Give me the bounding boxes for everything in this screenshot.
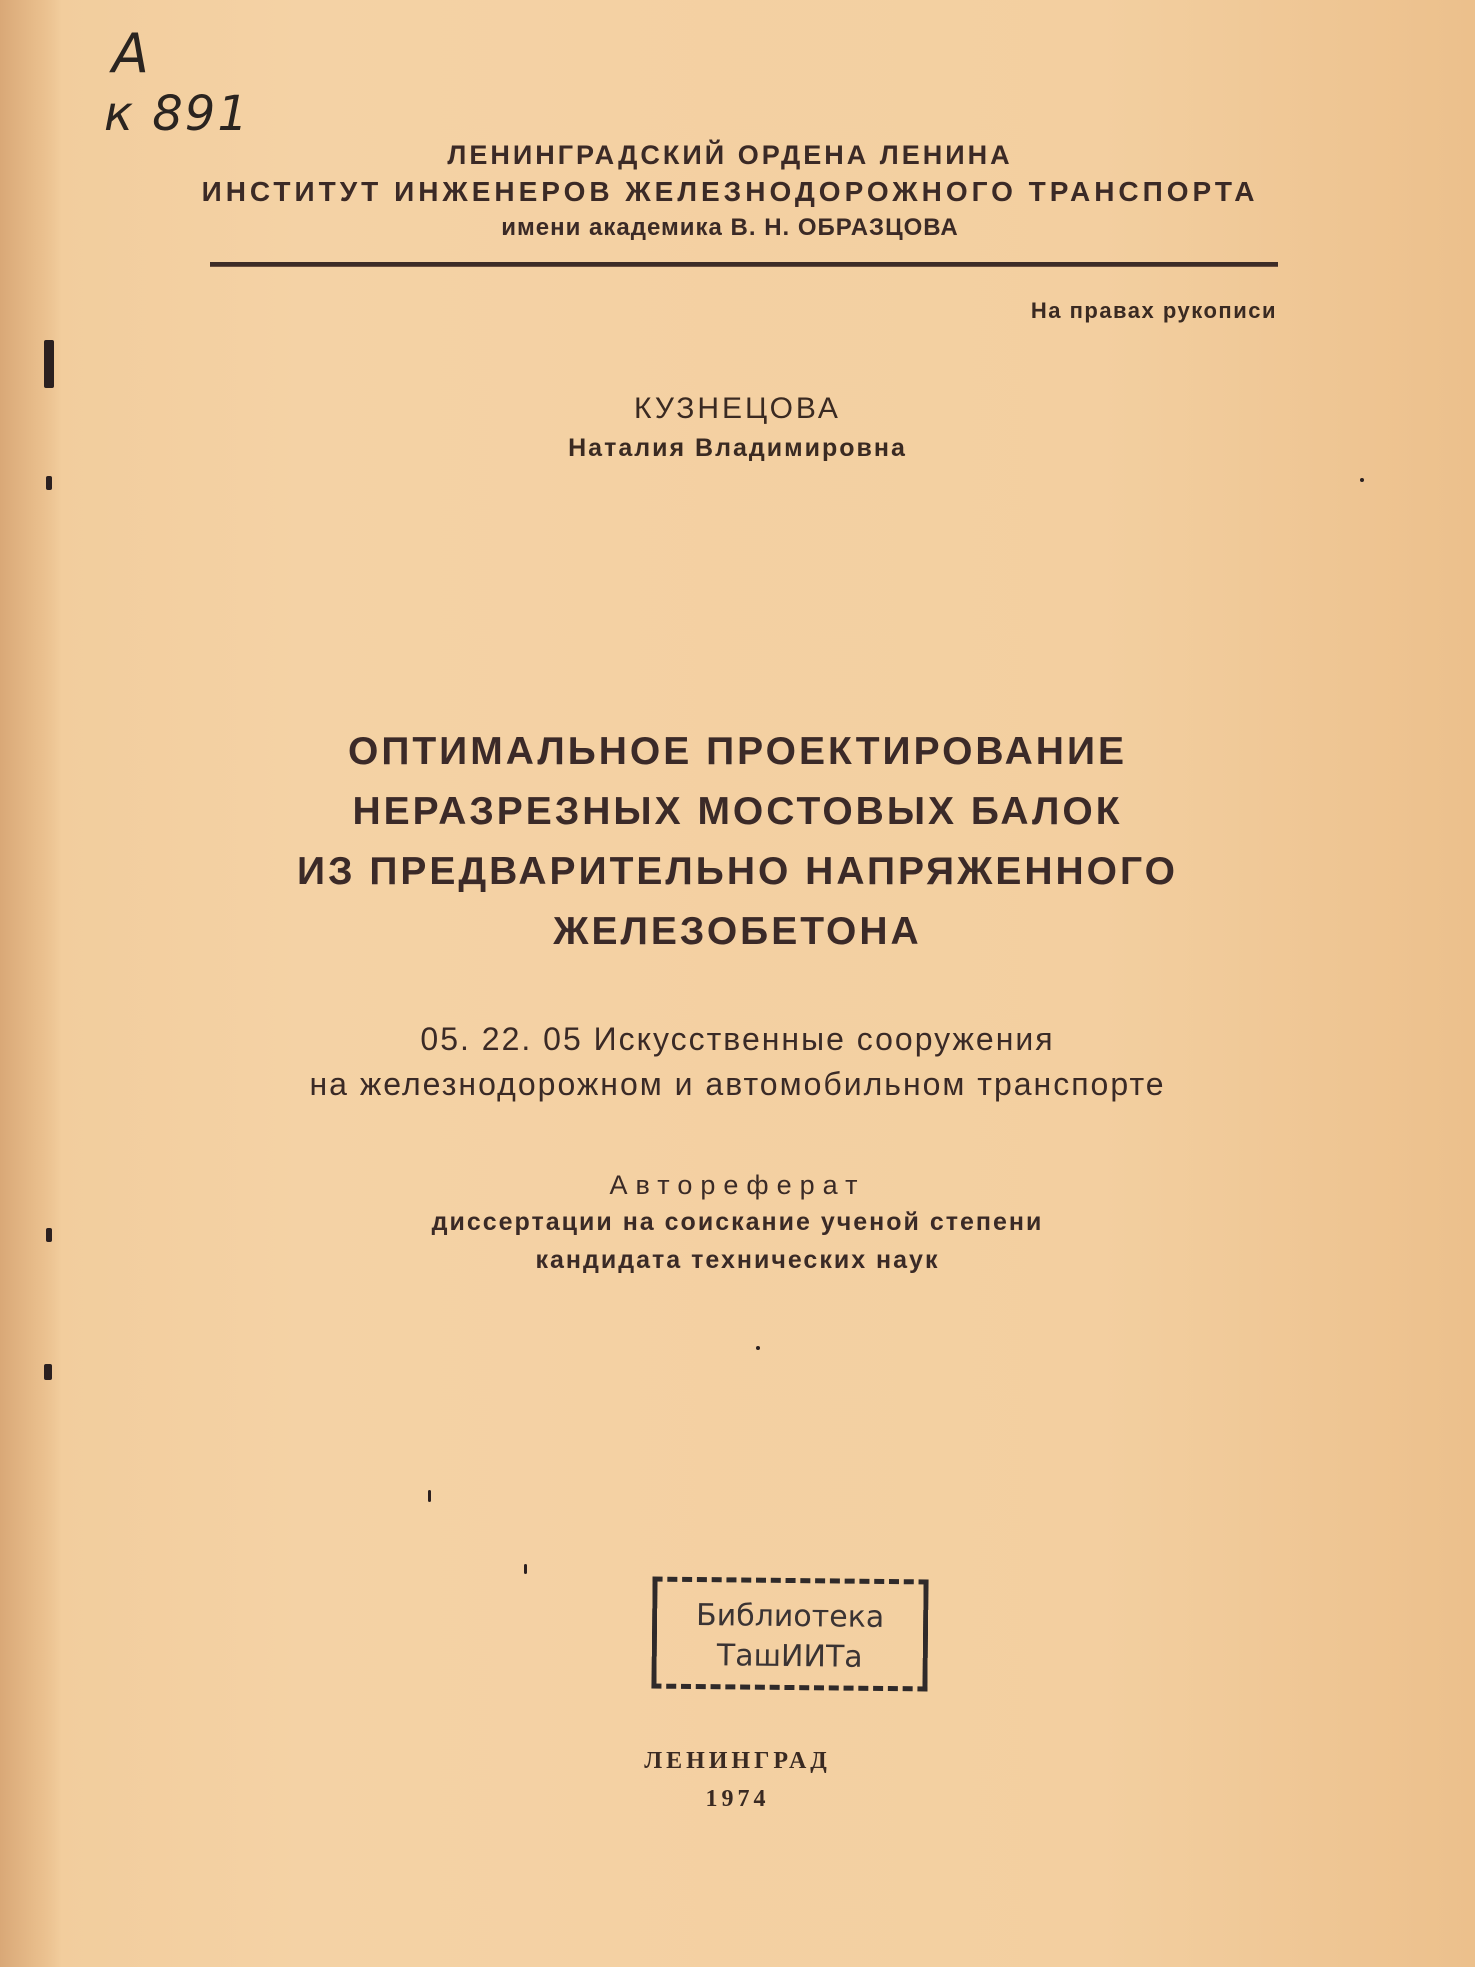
handwritten-letter: А	[112, 22, 149, 85]
institute-line-2: ИНСТИТУТ ИНЖЕНЕРОВ ЖЕЛЕЗНОДОРОЖНОГО ТРАНСПОРТА	[201, 176, 1259, 207]
binding-mark	[44, 1364, 52, 1380]
title-line-3: ИЗ ПРЕДВАРИТЕЛЬНО НАПРЯЖЕННОГО	[297, 850, 1178, 893]
paper-speck	[524, 1564, 527, 1574]
specialty-line-2: на железнодорожном и автомобильном транспорте	[309, 1066, 1166, 1102]
specialty-line-1: 05. 22. 05 Искусственные сооружения	[420, 1021, 1055, 1057]
institute-line-1: ЛЕНИНГРАДСКИЙ ОРДЕНА ЛЕНИНА	[447, 140, 1013, 170]
imprint-city: ЛЕНИНГРАД	[644, 1748, 831, 1774]
title-line-1: ОПТИМАЛЬНОЕ ПРОЕКТИРОВАНИЕ	[347, 730, 1128, 773]
institute-line-3: имени академика В. Н. ОБРАЗЦОВА	[501, 214, 959, 241]
binding-mark	[46, 1228, 52, 1242]
stamp-line-2: ТашИИТа	[716, 1638, 863, 1675]
paper-speck	[428, 1490, 431, 1502]
abstract-label: Автореферат	[609, 1170, 866, 1200]
imprint-year: 1974	[705, 1786, 770, 1812]
handwritten-shelf-code: к 891	[104, 86, 250, 142]
stamp-line-1: Библиотека	[695, 1598, 885, 1635]
page-spine-edge	[0, 0, 62, 1967]
paper-speck	[1360, 478, 1364, 482]
abstract-line-2: диссертации на соискание ученой степени	[431, 1208, 1044, 1236]
header-rule	[210, 262, 1278, 267]
title-line-2: НЕРАЗРЕЗНЫХ МОСТОВЫХ БАЛОК	[352, 790, 1123, 833]
title-line-4: ЖЕЛЕЗОБЕТОНА	[553, 910, 922, 953]
library-stamp	[651, 1577, 928, 1692]
paper-speck	[756, 1346, 760, 1350]
author-first-names: Наталия Владимировна	[568, 434, 907, 462]
binding-mark	[46, 476, 52, 490]
author-last-name: КУЗНЕЦОВА	[634, 392, 841, 425]
binding-mark	[44, 340, 54, 388]
rights-note: На правах рукописи	[1030, 298, 1277, 323]
abstract-line-3: кандидата технических наук	[535, 1246, 940, 1274]
